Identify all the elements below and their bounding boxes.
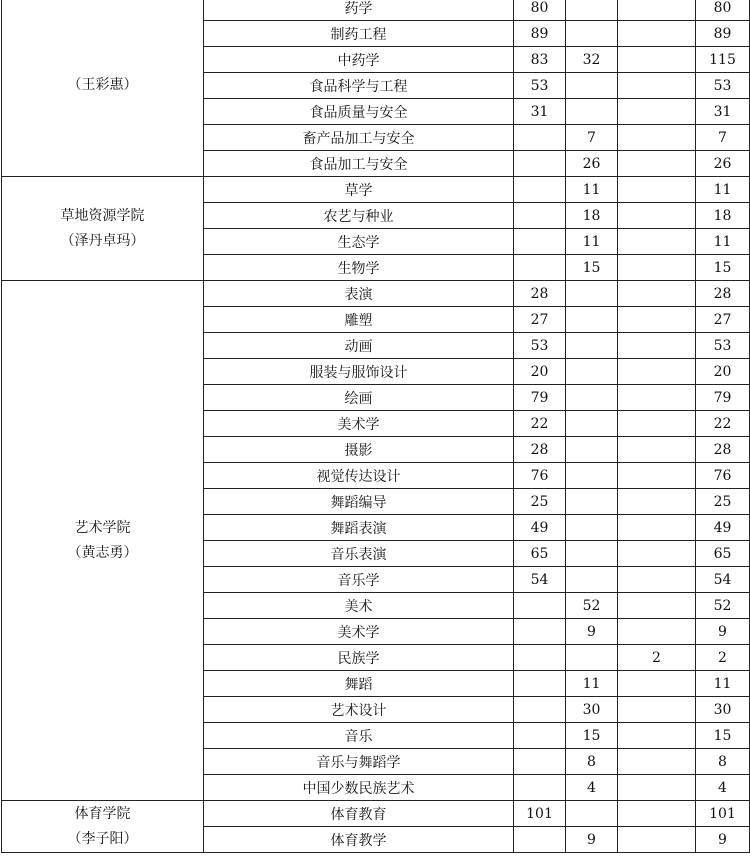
- major-cell: 食品科学与工程: [204, 73, 514, 99]
- count-cell-c: [618, 593, 696, 619]
- total-cell: 18: [696, 203, 750, 229]
- college-cell: [2, 281, 204, 801]
- count-cell-c: [618, 775, 696, 801]
- count-cell-b: 11: [566, 671, 618, 697]
- count-cell-a: 76: [514, 463, 566, 489]
- college-name: 草地资源学院: [60, 207, 145, 224]
- major-cell: 舞蹈表演: [204, 515, 514, 541]
- major-cell: 美术学: [204, 411, 514, 437]
- count-cell-b: [566, 411, 618, 437]
- major-cell: 草学: [204, 177, 514, 203]
- major-cell: 舞蹈: [204, 671, 514, 697]
- count-cell-c: [618, 463, 696, 489]
- count-cell-c: [618, 255, 696, 281]
- count-cell-a: [514, 671, 566, 697]
- major-cell: 绘画: [204, 385, 514, 411]
- count-cell-c: [618, 229, 696, 255]
- total-cell: 76: [696, 463, 750, 489]
- count-cell-b: [566, 541, 618, 567]
- count-cell-a: [514, 827, 566, 853]
- count-cell-a: 27: [514, 307, 566, 333]
- count-cell-c: [618, 697, 696, 723]
- major-cell: 食品质量与安全: [204, 99, 514, 125]
- count-cell-a: 22: [514, 411, 566, 437]
- count-cell-a: [514, 229, 566, 255]
- major-cell: 生态学: [204, 229, 514, 255]
- count-cell-b: [566, 515, 618, 541]
- count-cell-b: 8: [566, 749, 618, 775]
- count-cell-a: [514, 255, 566, 281]
- count-cell-b: 9: [566, 827, 618, 853]
- dean-name: （泽丹卓玛）: [60, 232, 145, 249]
- count-cell-c: [618, 619, 696, 645]
- count-cell-a: 80: [514, 0, 566, 21]
- count-cell-b: 15: [566, 255, 618, 281]
- total-cell: 115: [696, 47, 750, 73]
- total-cell: 49: [696, 515, 750, 541]
- count-cell-c: [618, 125, 696, 151]
- count-cell-c: [618, 177, 696, 203]
- count-cell-a: [514, 619, 566, 645]
- major-cell: 美术学: [204, 619, 514, 645]
- major-cell: 农艺与种业: [204, 203, 514, 229]
- total-cell: 53: [696, 73, 750, 99]
- major-cell: 民族学: [204, 645, 514, 671]
- table-row: [2, 177, 750, 203]
- total-cell: 15: [696, 255, 750, 281]
- count-cell-a: [514, 125, 566, 151]
- count-cell-b: [566, 307, 618, 333]
- major-cell: 表演: [204, 281, 514, 307]
- count-cell-c: [618, 307, 696, 333]
- count-cell-c: [618, 541, 696, 567]
- count-cell-b: [566, 645, 618, 671]
- count-cell-c: [618, 21, 696, 47]
- count-cell-b: 9: [566, 619, 618, 645]
- count-cell-c: [618, 827, 696, 853]
- total-cell: 31: [696, 99, 750, 125]
- count-cell-c: [618, 489, 696, 515]
- dean-name: （王彩惠）: [67, 77, 138, 93]
- count-cell-b: [566, 73, 618, 99]
- count-cell-b: [566, 801, 618, 827]
- total-cell: 53: [696, 333, 750, 359]
- count-cell-c: [618, 567, 696, 593]
- count-cell-c: [618, 437, 696, 463]
- major-cell: 摄影: [204, 437, 514, 463]
- total-cell: 89: [696, 21, 750, 47]
- total-cell: 15: [696, 723, 750, 749]
- dean-name: （李子阳）: [67, 830, 138, 847]
- count-cell-b: [566, 567, 618, 593]
- total-cell: 80: [696, 0, 750, 21]
- total-cell: 11: [696, 229, 750, 255]
- count-cell-a: 83: [514, 47, 566, 73]
- major-cell: 畜产品加工与安全: [204, 125, 514, 151]
- college-cell: [2, 0, 204, 177]
- count-cell-a: 101: [514, 801, 566, 827]
- total-cell: 27: [696, 307, 750, 333]
- table-row: [2, 0, 750, 21]
- count-cell-b: 7: [566, 125, 618, 151]
- count-cell-c: [618, 151, 696, 177]
- count-cell-a: [514, 203, 566, 229]
- major-cell: 艺术设计: [204, 697, 514, 723]
- college-cell: [2, 801, 204, 853]
- count-cell-a: 89: [514, 21, 566, 47]
- total-cell: 7: [696, 125, 750, 151]
- major-cell: 音乐表演: [204, 541, 514, 567]
- total-cell: 9: [696, 827, 750, 853]
- count-cell-c: [618, 723, 696, 749]
- count-cell-a: 53: [514, 333, 566, 359]
- major-cell: 生物学: [204, 255, 514, 281]
- major-cell: 音乐学: [204, 567, 514, 593]
- count-cell-b: [566, 281, 618, 307]
- total-cell: 26: [696, 151, 750, 177]
- table-row: [2, 801, 750, 827]
- total-cell: 54: [696, 567, 750, 593]
- count-cell-b: 15: [566, 723, 618, 749]
- total-cell: 25: [696, 489, 750, 515]
- count-cell-a: 25: [514, 489, 566, 515]
- count-cell-b: 26: [566, 151, 618, 177]
- major-cell: 中国少数民族艺术: [204, 775, 514, 801]
- major-cell: 食品加工与安全: [204, 151, 514, 177]
- total-cell: 2: [696, 645, 750, 671]
- count-cell-a: [514, 177, 566, 203]
- count-cell-a: 31: [514, 99, 566, 125]
- count-cell-c: [618, 281, 696, 307]
- major-cell: 美术: [204, 593, 514, 619]
- count-cell-c: [618, 203, 696, 229]
- major-cell: 药学: [204, 0, 514, 21]
- dean-name: （黄志勇）: [67, 544, 138, 561]
- count-cell-b: 32: [566, 47, 618, 73]
- count-cell-c: [618, 749, 696, 775]
- count-cell-a: [514, 775, 566, 801]
- total-cell: 101: [696, 801, 750, 827]
- count-cell-a: 79: [514, 385, 566, 411]
- table-body: [2, 0, 750, 853]
- count-cell-c: [618, 359, 696, 385]
- count-cell-b: 30: [566, 697, 618, 723]
- count-cell-b: 4: [566, 775, 618, 801]
- count-cell-b: 11: [566, 229, 618, 255]
- count-cell-b: [566, 21, 618, 47]
- count-cell-a: 65: [514, 541, 566, 567]
- count-cell-b: [566, 99, 618, 125]
- major-cell: 服装与服饰设计: [204, 359, 514, 385]
- total-cell: 65: [696, 541, 750, 567]
- major-cell: 体育教学: [204, 827, 514, 853]
- count-cell-a: [514, 151, 566, 177]
- count-cell-c: [618, 47, 696, 73]
- count-cell-b: [566, 385, 618, 411]
- total-cell: 4: [696, 775, 750, 801]
- count-cell-a: 54: [514, 567, 566, 593]
- count-cell-c: [618, 671, 696, 697]
- total-cell: 22: [696, 411, 750, 437]
- count-cell-a: 28: [514, 281, 566, 307]
- count-cell-b: [566, 359, 618, 385]
- count-cell-c: [618, 385, 696, 411]
- count-cell-b: [566, 437, 618, 463]
- count-cell-a: 20: [514, 359, 566, 385]
- count-cell-a: 53: [514, 73, 566, 99]
- major-cell: 视觉传达设计: [204, 463, 514, 489]
- total-cell: 28: [696, 281, 750, 307]
- count-cell-c: [618, 99, 696, 125]
- count-cell-a: [514, 749, 566, 775]
- table-row: [2, 281, 750, 307]
- major-cell: 制药工程: [204, 21, 514, 47]
- enrollment-table: [1, 0, 750, 853]
- count-cell-b: [566, 333, 618, 359]
- college-name: 体育学院: [74, 805, 131, 822]
- count-cell-b: [566, 463, 618, 489]
- count-cell-c: 2: [618, 645, 696, 671]
- major-cell: 体育教育: [204, 801, 514, 827]
- major-cell: 音乐: [204, 723, 514, 749]
- count-cell-a: [514, 697, 566, 723]
- total-cell: 30: [696, 697, 750, 723]
- count-cell-c: [618, 411, 696, 437]
- total-cell: 52: [696, 593, 750, 619]
- total-cell: 9: [696, 619, 750, 645]
- count-cell-b: [566, 0, 618, 21]
- count-cell-a: 49: [514, 515, 566, 541]
- count-cell-a: [514, 723, 566, 749]
- total-cell: 79: [696, 385, 750, 411]
- total-cell: 8: [696, 749, 750, 775]
- count-cell-b: 11: [566, 177, 618, 203]
- major-cell: 雕塑: [204, 307, 514, 333]
- count-cell-c: [618, 333, 696, 359]
- major-cell: 动画: [204, 333, 514, 359]
- count-cell-c: [618, 0, 696, 21]
- count-cell-c: [618, 73, 696, 99]
- count-cell-a: [514, 645, 566, 671]
- college-cell: [2, 177, 204, 281]
- total-cell: 20: [696, 359, 750, 385]
- count-cell-b: 18: [566, 203, 618, 229]
- total-cell: 11: [696, 671, 750, 697]
- major-cell: 舞蹈编导: [204, 489, 514, 515]
- count-cell-b: [566, 489, 618, 515]
- total-cell: 11: [696, 177, 750, 203]
- count-cell-c: [618, 801, 696, 827]
- count-cell-a: 28: [514, 437, 566, 463]
- major-cell: 音乐与舞蹈学: [204, 749, 514, 775]
- count-cell-c: [618, 515, 696, 541]
- college-name: 艺术学院: [74, 519, 131, 536]
- count-cell-b: 52: [566, 593, 618, 619]
- total-cell: 28: [696, 437, 750, 463]
- major-cell: 中药学: [204, 47, 514, 73]
- count-cell-a: [514, 593, 566, 619]
